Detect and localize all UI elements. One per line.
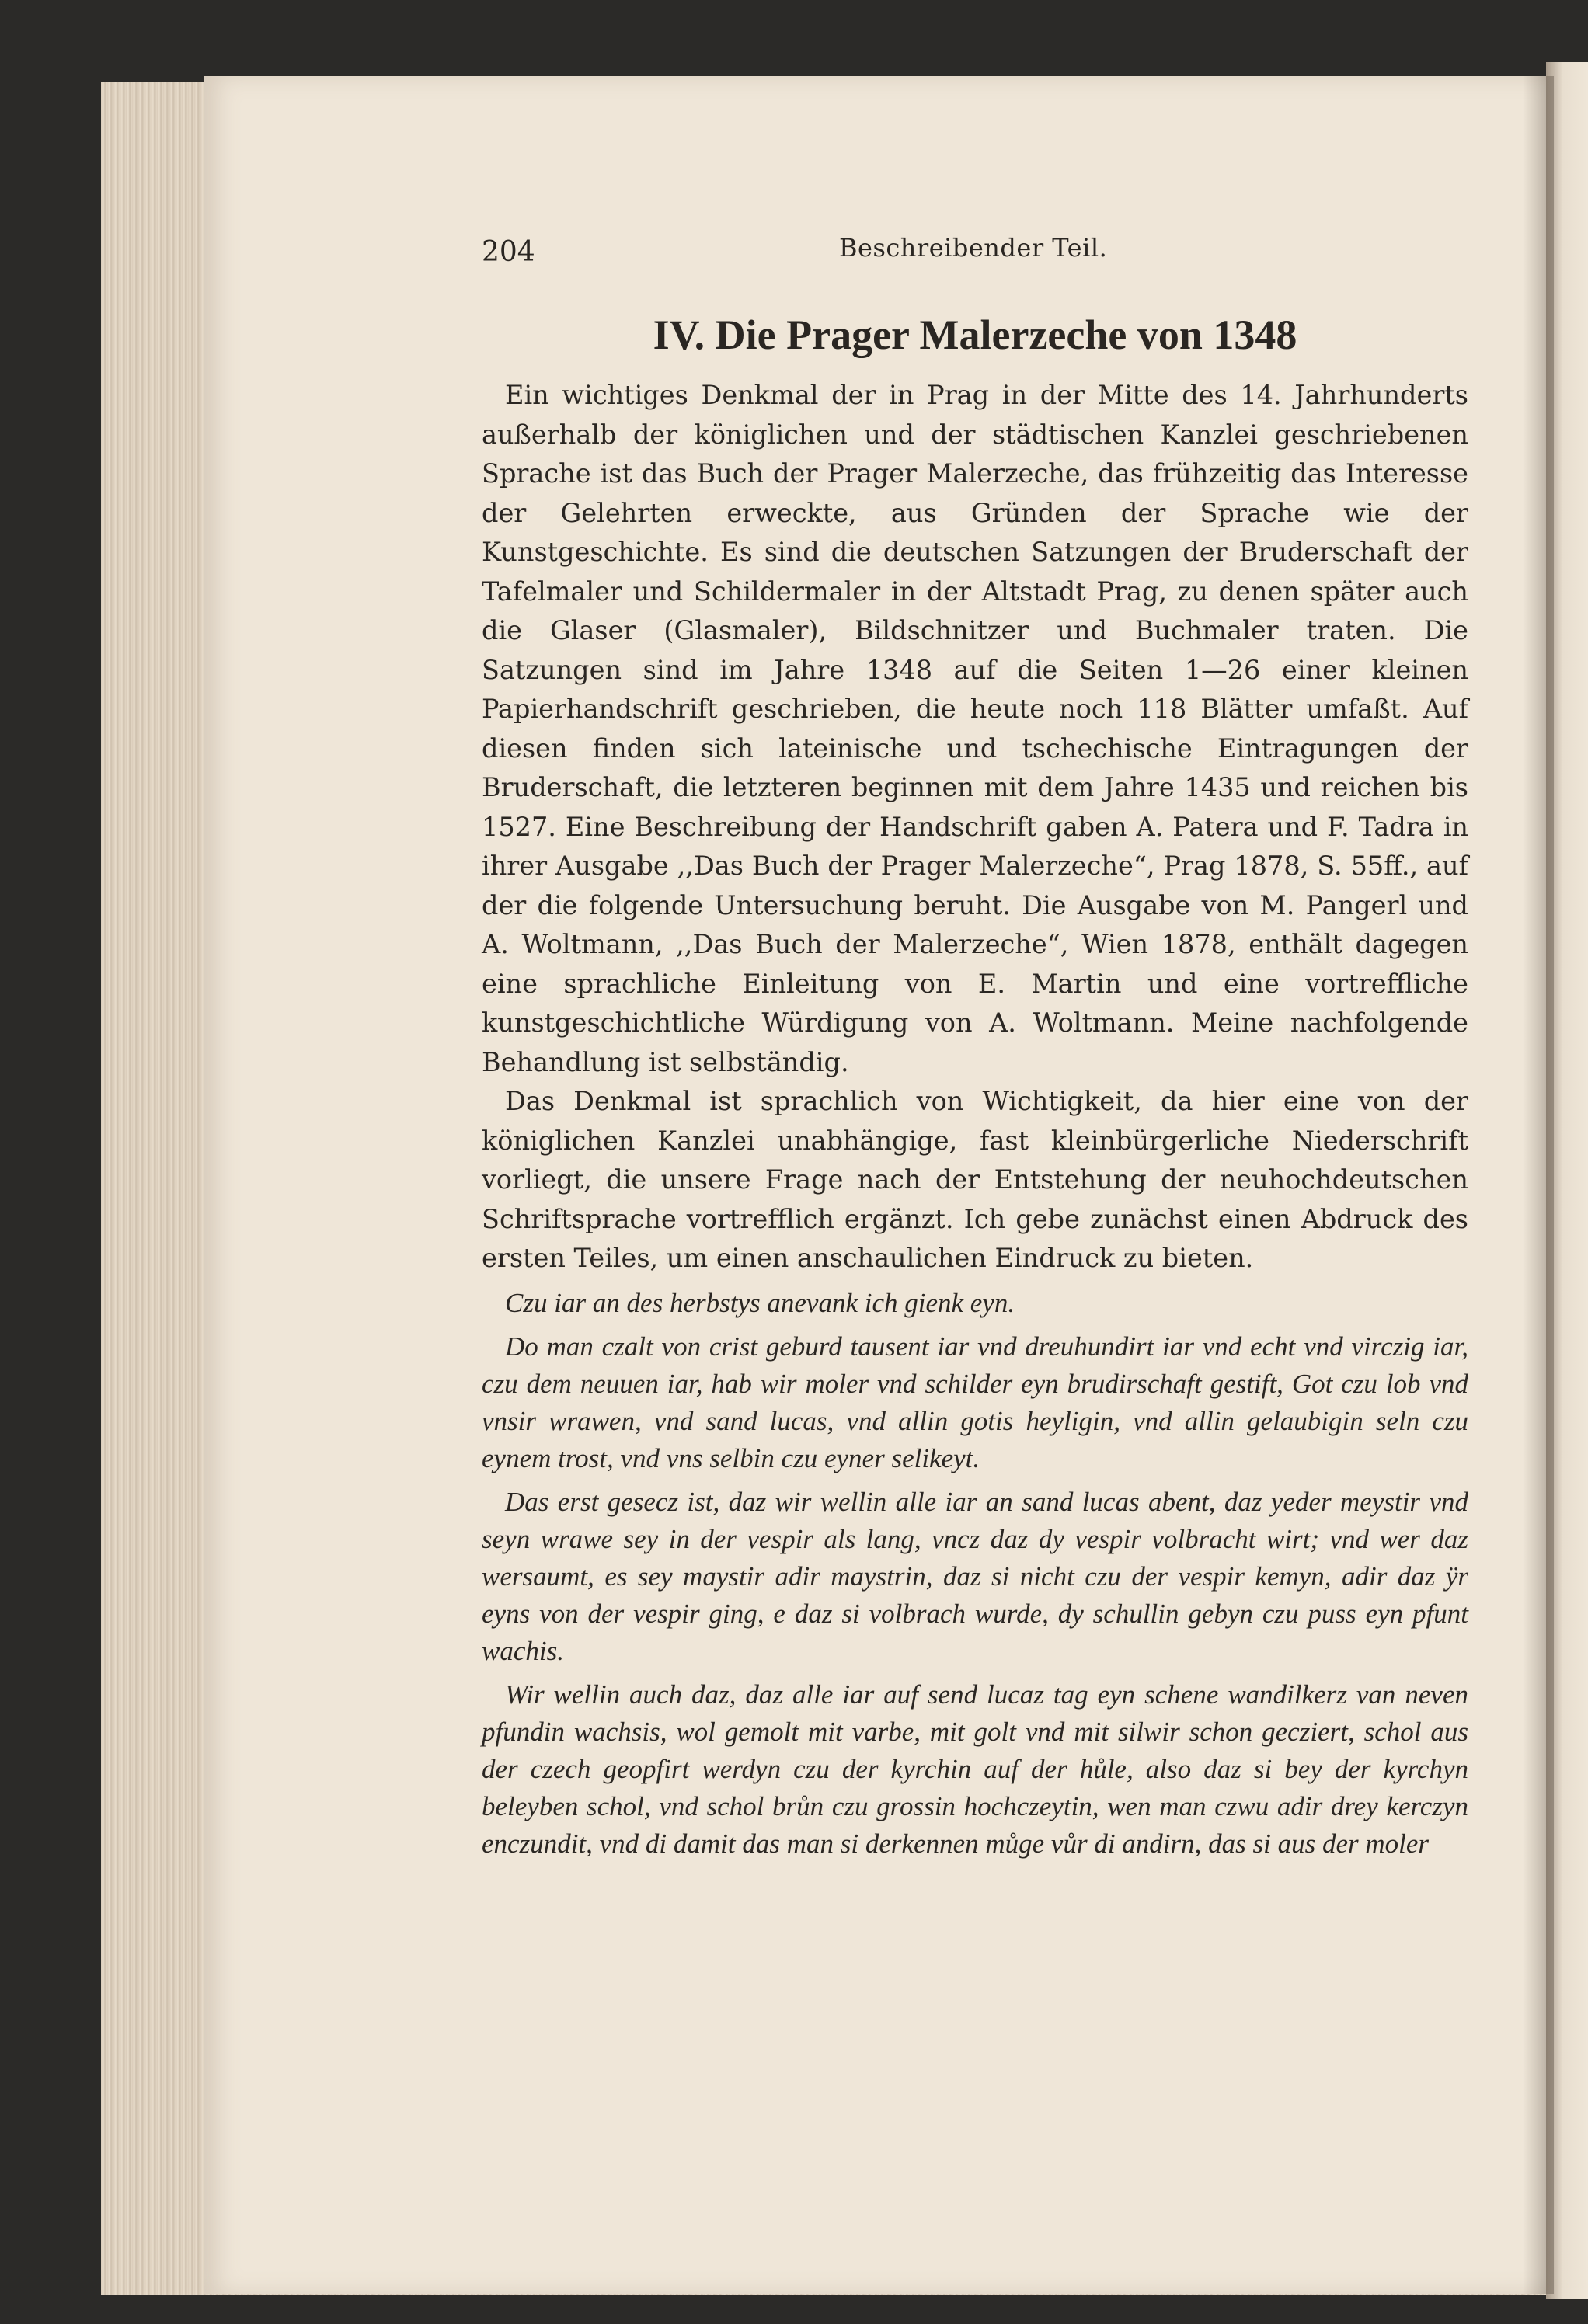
page-number: 204 — [482, 236, 535, 268]
quote-line-1: Czu iar an des herbstys anevank ich gienk eyn. — [505, 1287, 1015, 1318]
text-block — [482, 233, 1468, 1863]
running-head — [482, 233, 1468, 280]
quote-paragraph-3: Das erst gesecz ist, daz wir wellin alle iar an sand lucas abent, daz yeder meystir vnd seyn wrawe sey in der vespir als lang, vncz daz dy vespir volbracht wirt; vnd wer daz wersaumt, es sey maystir adir maystrin, daz si nicht czu der vespir kemyn, adir daz ÿr eyns von der vespir ging, e daz si volbrach wurde, dy schullin gebyn czu puss eyn pfunt wachis. — [482, 1486, 1468, 1666]
paragraph-intro: Ein wichtiges Denkmal der in Prag in der Mitte des 14. Jahrhunderts außerhalb der königlichen und der städtischen Kanzlei geschriebenen Sprache ist das Buch der Prager Malerzeche, das frühzeitig das Interesse der Gelehrten erweckte, aus Gründen der Sprache wie der Kunstgeschichte. Es sind die deutschen Satzungen der Bruderschaft der Tafelmaler und Schildermaler in der Altstadt Prag, zu denen später auch die Glaser (Glasmaler), Bildschnitzer und Buchmaler traten. Die Satzungen sind im Jahre 1348 auf die Seiten 1—26 einer kleinen Papierhandschrift geschrieben, die heute noch 118 Blätter umfaßt. Auf diesen finden sich lateinische und tschechische Eintragungen der Bruderschaft, die letzteren beginnen mit dem Jahre 1435 und reichen bis 1527. Eine Beschreibung der Handschrift gaben A. Patera und F. Tadra in ihrer Ausgabe ,,Das Buch der Prager Malerzeche“, Prag 1878, S. 55ff., auf der die folgende Untersuchung beruht. Die Ausgabe von M. Pangerl und A. Woltmann, ,,Das Buch der Malerzeche“, Wien 1878, enthält dagegen eine sprachliche Einleitung von E. Martin und eine vortreffliche kunstgeschichtliche Würdigung von A. Woltmann. Meine nachfolgende Behandlung ist selbständig. — [482, 380, 1468, 1077]
running-title: Beschreibender Teil. — [839, 233, 1108, 263]
chapter-title: IV. Die Prager Malerzeche von 1348 — [653, 311, 1297, 358]
quote-paragraph-4: Wir wellin auch daz, daz alle iar auf send lucaz tag eyn schene wandilkerz van neven pfundin wachsis, wol gemolt mit varbe, mit golt vnd mit silwir schon gecziert, schol aus der czech geopfirt werdyn czu der kyrchin auf der hůle, also daz si bey der kyrchyn beleyben schol, vnd schol brůn czu grossin hochczeytin, wen man czwu adir drey kerczyn enczundit, vnd di damit das man si derkennen můge vůr di andirn, das si aus der moler — [482, 1679, 1468, 1859]
paragraph-significance: Das Denkmal ist sprachlich von Wichtigkeit, da hier eine von der königlichen Kanzlei unabhängige, fast kleinbürgerliche Niederschrift vorliegt, die unsere Frage nach der Entstehung der neuhochdeutschen Schriftsprache vortrefflich ergänzt. Ich gebe zunächst einen Abdruck des ersten Teiles, um einen anschaulichen Eindruck zu bieten. — [482, 1086, 1468, 1273]
gutter-shadow — [1523, 76, 1554, 2294]
quote-paragraph-2: Do man czalt von crist geburd tausent iar vnd dreuhundirt iar vnd echt vnd virczig iar, czu dem neuuen iar, hab wir moler vnd schilder eyn brudirschaft gestift, Got czu lob vnd vnsir wrawen, vnd sand lucas, vnd allin gotis heyligin, vnd allin gelaubigin seln czu eynem trost, vnd vns selbin czu eyner selikeyt. — [482, 1331, 1468, 1473]
